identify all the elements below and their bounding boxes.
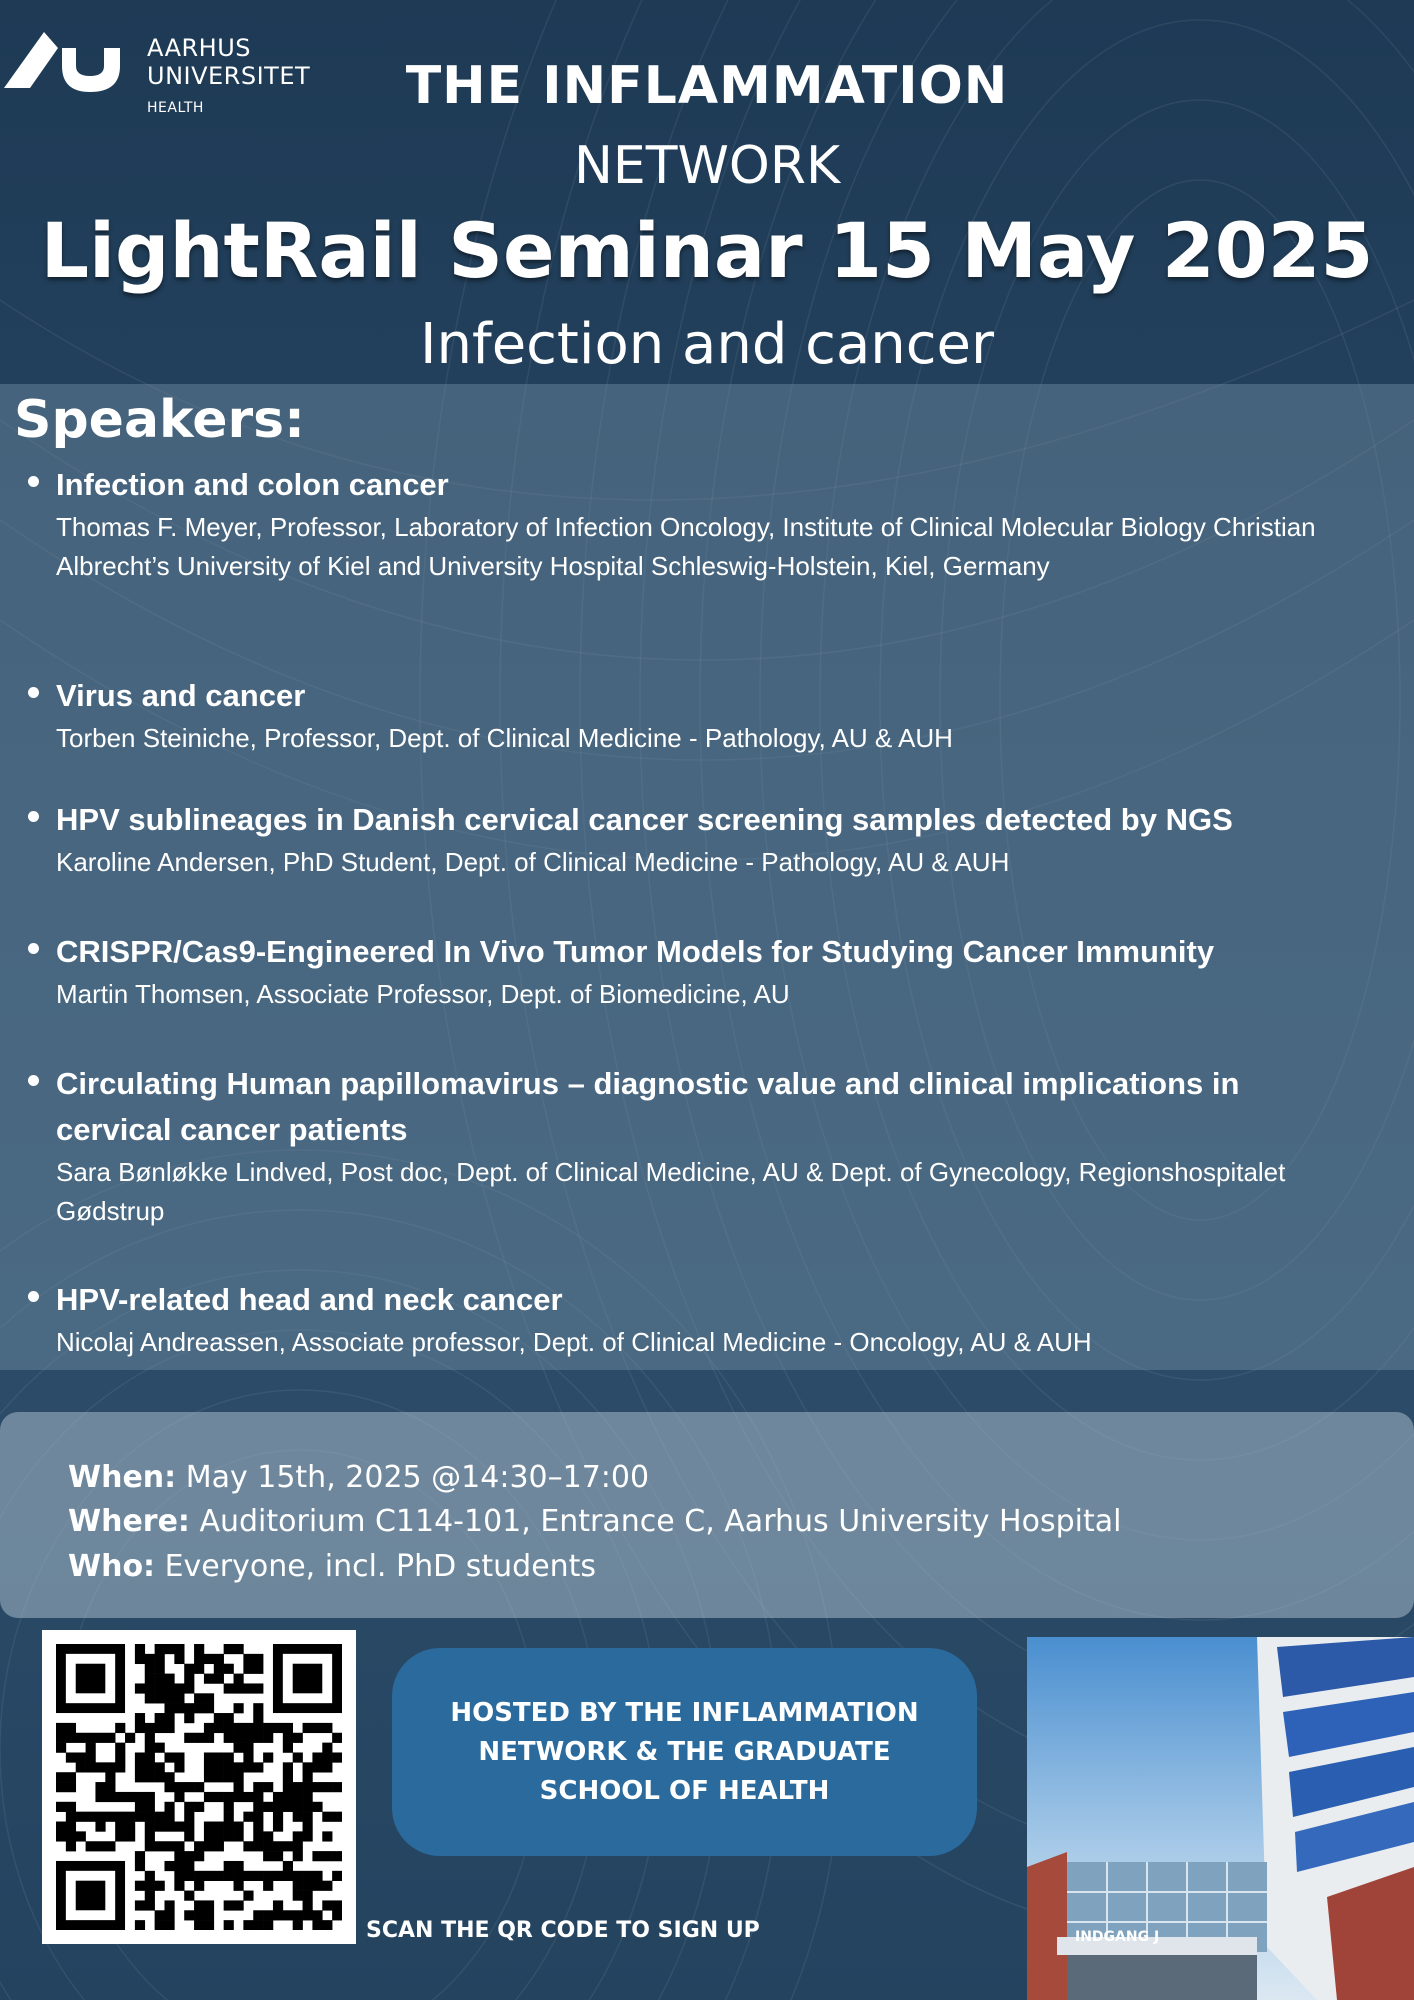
scan-qr-instruction: SCAN THE QR CODE TO SIGN UP (366, 1918, 760, 1943)
talk-title: CRISPR/Cas9-Engineered In Vivo Tumor Models for Studying Cancer Immunity (56, 934, 1215, 969)
bullet-icon (28, 1291, 39, 1302)
building-illustration (1027, 1637, 1414, 2000)
info-where-value: Auditorium C114-101, Entrance C, Aarhus University Hospital (189, 1504, 1122, 1539)
network-title-line1: THE INFLAMMATION (405, 56, 1009, 116)
bullet-icon (28, 1075, 39, 1086)
talk-speaker: Torben Steiniche, Professor, Dept. of Clinical Medicine - Pathology, AU & AUH (56, 723, 953, 753)
aarhus-university-logo-icon (0, 26, 124, 96)
signup-qr-code[interactable] (42, 1630, 356, 1944)
speakers-heading: Speakers: (14, 390, 305, 450)
info-where (68, 1504, 1121, 1539)
info-who-value: Everyone, incl. PhD students (155, 1549, 597, 1584)
bullet-icon (28, 687, 39, 698)
talk-speaker: Thomas F. Meyer, Professor, Laboratory of Infection Oncology, Institute of Clinical Molecular Biology Christian Albrecht’s University of Kiel and University Hospital Schleswig-Holstein, Kiel, Germany (56, 512, 1316, 581)
info-when-label: When: (68, 1460, 177, 1495)
logo-text-aarhus: AARHUS (147, 34, 252, 62)
hosted-by-text: HOSTED BY THE INFLAMMATION NETWORK & THE GRADUATE SCHOOL OF HEALTH (450, 1697, 919, 1806)
building-entrance-sign: INDGANG J (1075, 1929, 1160, 1945)
info-where-label: Where: (68, 1504, 190, 1539)
event-info-panel (0, 1412, 1414, 1618)
info-who-label: Who: (68, 1549, 156, 1584)
logo-text-health: HEALTH (147, 100, 204, 116)
bullet-icon (28, 811, 39, 822)
talk-title: HPV sublineages in Danish cervical cancer screening samples detected by NGS (56, 802, 1233, 837)
seminar-title: LightRail Seminar 15 May 2025 (40, 206, 1374, 295)
network-title-line2: NETWORK (573, 136, 841, 196)
info-who (68, 1549, 596, 1584)
talk-title: Virus and cancer (56, 678, 306, 713)
talk-title: Circulating Human papillomavirus – diagnostic value and clinical implications in cervical cancer patients (56, 1066, 1240, 1147)
talk-speaker: Martin Thomsen, Associate Professor, Dept. of Biomedicine, AU (56, 979, 790, 1009)
bullet-icon (28, 476, 39, 487)
talk-speaker: Karoline Andersen, PhD Student, Dept. of Clinical Medicine - Pathology, AU & AUH (56, 847, 1010, 877)
aarhus-university-logo (0, 22, 320, 132)
speakers-panel (0, 384, 1414, 1370)
bullet-icon (28, 943, 39, 954)
hospital-building-photo (1027, 1637, 1414, 2000)
info-when-value: May 15th, 2025 @14:30–17:00 (176, 1460, 650, 1495)
talk-title: Infection and colon cancer (56, 467, 449, 502)
seminar-subtitle: Infection and cancer (419, 312, 995, 377)
logo-text-universitet: UNIVERSITET (147, 62, 311, 90)
talk-speaker: Sara Bønløkke Lindved, Post doc, Dept. of Clinical Medicine, AU & Dept. of Gynecology, Regionshospitalet Gødstrup (56, 1157, 1286, 1226)
info-when (68, 1460, 649, 1495)
hosted-by-box (392, 1648, 977, 1856)
talk-title: HPV-related head and neck cancer (56, 1282, 563, 1317)
talk-speaker: Nicolaj Andreassen, Associate professor, Dept. of Clinical Medicine - Oncology, AU & AUH (56, 1327, 1092, 1357)
qr-code-icon (56, 1644, 342, 1930)
